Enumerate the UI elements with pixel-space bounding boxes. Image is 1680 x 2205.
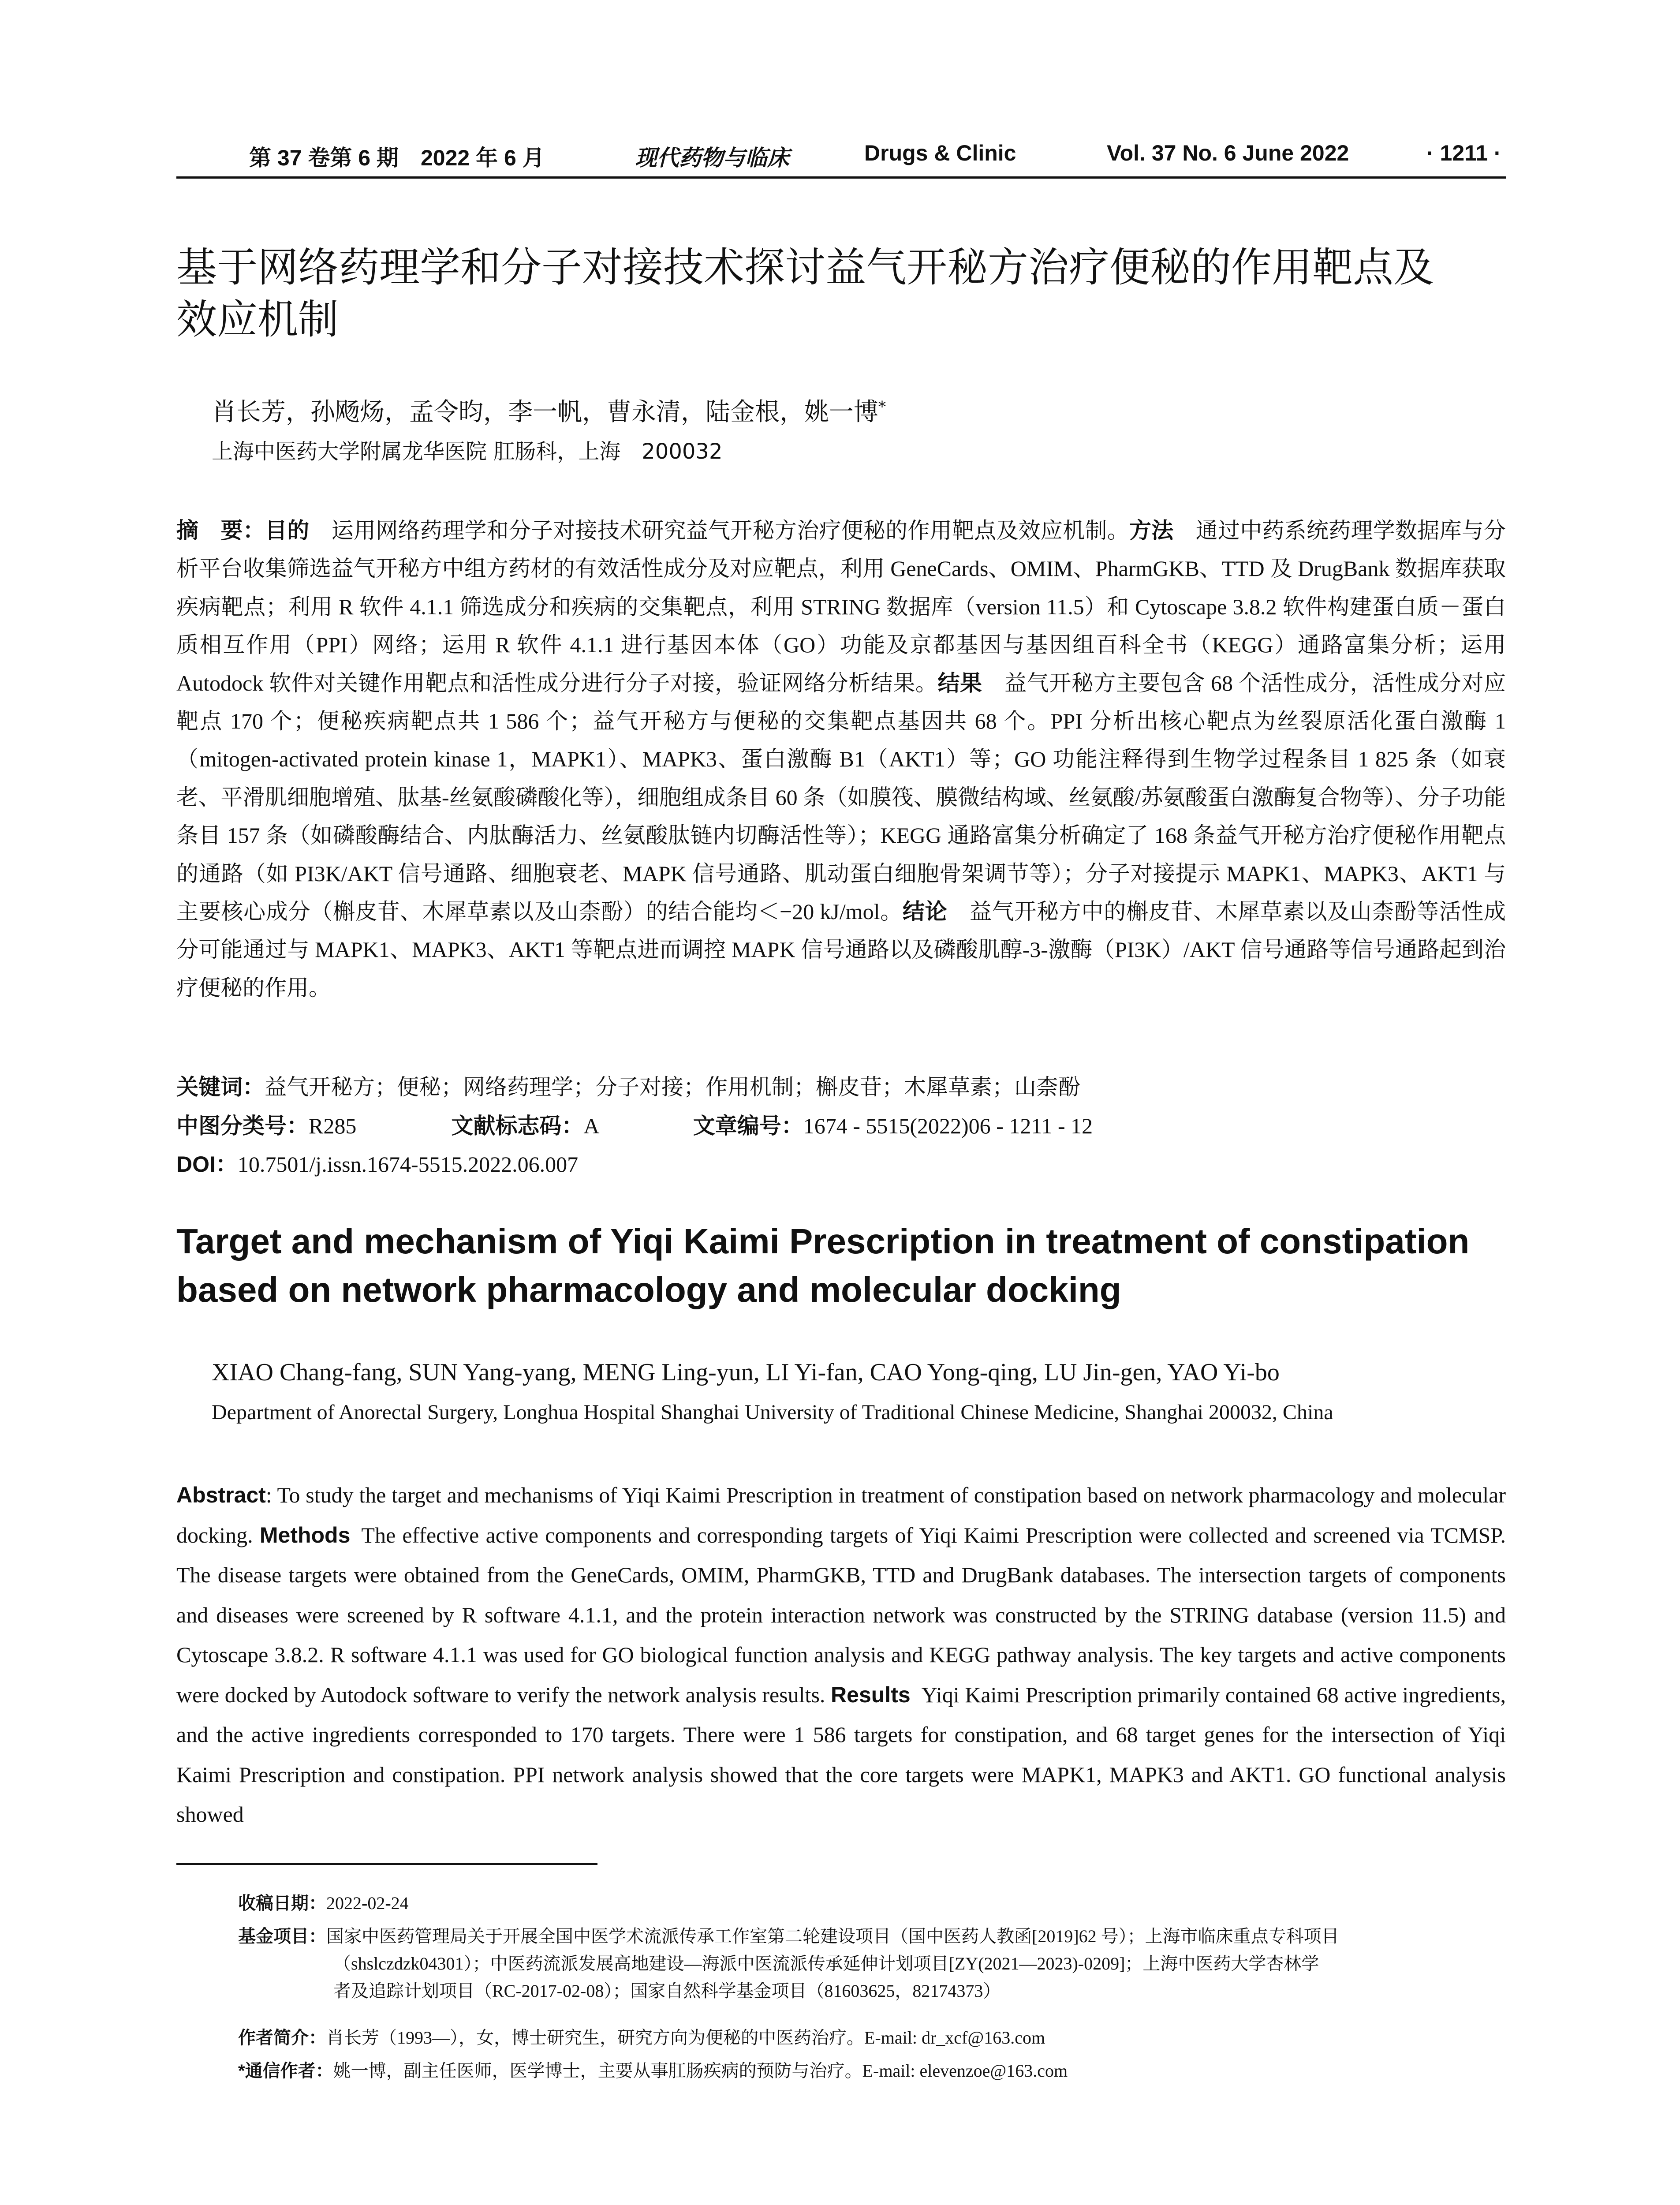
methods-text-cn: 通过中药系统药理学数据库与分析平台收集筛选益气开秘方中组方药材的有效活性成分及对应靶点，利用 GeneCards、OMIM、PharmGKB、TTD 及 DrugBank 数据库获取疾病靶点；利用 R 软件 4.1.1 筛选成分和疾病的交集靶点，利用 STRING 数据库（version 11.5）和 Cytoscape 3.8.2 软件构建蛋白质－蛋白质相互作用（PPI）网络；运用 R 软件 4.1.1 进行基因本体（GO）功能及京都基因与基因组百科全书（KEGG）通路富集分析；运用 Autodock 软件对关键作用靶点和活性成分进行分子对接，验证网络分析结果。 xyxy=(176,518,1506,695)
clc-value: R285 xyxy=(309,1114,357,1138)
objective-text-en: : To study the target and mechanisms of Yiqi Kaimi Prescription in treatment of constipation based on network pharmacology and molecular docking. xyxy=(176,1483,1506,1547)
keywords-cn xyxy=(176,1069,1080,1101)
authors-en: XIAO Chang-fang, SUN Yang-yang, MENG Ling-yun, LI Yi-fan, CAO Yong-qing, LU Jin-gen, YAO Yi-bo xyxy=(212,1359,1280,1386)
authors-cn xyxy=(212,392,886,428)
footnote-author xyxy=(238,2024,1045,2052)
author-bio: 肖长芳（1993—），女，博士研究生，研究方向为便秘的中医药治疗。E-mail: dr_xcf@163.com xyxy=(326,2028,1045,2048)
article-no-value: 1674 - 5515(2022)06 - 1211 - 12 xyxy=(803,1114,1093,1138)
methods-tag-cn: 方法 xyxy=(1129,518,1174,543)
keywords-label: 关键词： xyxy=(176,1075,265,1099)
issue-cn: 第 37 卷第 6 期 2022 年 6 月 xyxy=(249,146,545,170)
correspondence-text: 姚一博，副主任医师，医学博士，主要从事肛肠疾病的预防与治疗。E-mail: elevenzoe@163.com xyxy=(333,2061,1068,2081)
received-date: 2022-02-24 xyxy=(326,1893,409,1913)
affiliation-cn: 上海中医药大学附属龙华医院 肛肠科，上海 200032 xyxy=(212,439,723,464)
correspondence-label: *通信作者： xyxy=(238,2061,333,2081)
affiliation-en: Department of Anorectal Surgery, Longhua Hospital Shanghai University of Traditional Chinese Medicine, Shanghai 200032, China xyxy=(212,1401,1333,1424)
keywords-text: 益气开秘方；便秘；网络药理学；分子对接；作用机制；槲皮苷；木犀草素；山柰酚 xyxy=(265,1075,1080,1099)
received-label: 收稿日期： xyxy=(238,1894,326,1913)
abstract-cn-label: 摘 要： xyxy=(176,518,265,543)
results-tag-cn: 结果 xyxy=(937,670,982,695)
fund-line-1: 国家中医药管理局关于开展全国中医学术流派传承工作室第二轮建设项目（国中医药人教函[2019]62 号）；上海市临床重点专科项目 xyxy=(326,1926,1339,1946)
objective-tag: 目的 xyxy=(265,518,310,543)
title-en-line-2: based on network pharmacology and molecular docking xyxy=(176,1270,1121,1309)
abstract-cn xyxy=(176,512,1506,1007)
page-number: · 1211 · xyxy=(1426,141,1501,165)
results-text-en: Yiqi Kaimi Prescription primarily contained 68 active ingredients, and the active ingredients corresponded to 170 targets. There were 1 586 targets for constipation, and 68 target genes for the intersection of Yiqi Kaimi Prescription and constipation. PPI network analysis showed that the core targets were MAPK1, MAPK3 and AKT1. GO functional analysis showed xyxy=(176,1682,1506,1827)
methods-tag-en: Methods xyxy=(259,1522,351,1547)
fund-line-2: （shslczdzk04301）；中医药流派发展高地建设—海派中医流派传承延伸计划项目[ZY(2021—2023)-0209]；上海中医药大学杏林学 xyxy=(333,1954,1319,1973)
title-en-line-1: Target and mechanism of Yiqi Kaimi Prescription in treatment of constipation xyxy=(176,1222,1470,1261)
issue-en: Vol. 37 No. 6 June 2022 xyxy=(1107,141,1349,165)
doi-label: DOI： xyxy=(176,1152,238,1177)
objective-text: 运用网络药理学和分子对接技术研究益气开秘方治疗便秘的作用靶点及效应机制。 xyxy=(331,518,1129,543)
methods-text-en: The effective active components and corresponding targets of Yiqi Kaimi Prescription were collected and screened via TCMSP. The disease targets were obtained from the GeneCards, OMIM, PharmGKB, TTD and DrugBank databases. The intersection targets of components and diseases were screened by R software 4.1.1, and the protein interaction network was constructed by the STRING database (version 11.5) and Cytoscape 3.8.2. R software 4.1.1 was used for GO biological function analysis and KEGG pathway analysis. The key targets and active components were docked by Autodock software to verify the network analysis results. xyxy=(176,1522,1506,1707)
footnote-received xyxy=(238,1890,409,1917)
footnote-correspondence xyxy=(238,2057,1068,2085)
fund-label: 基金项目： xyxy=(238,1927,326,1946)
clc-label: 中图分类号： xyxy=(176,1114,309,1138)
conclusion-text-cn: 益气开秘方中的槲皮苷、木犀草素以及山柰酚等活性成分可能通过与 MAPK1、MAPK3、AKT1 等靶点进而调控 MAPK 信号通路以及磷酸肌醇-3-激酶（PI3K）/AKT 信号通路等信号通路起到治疗便秘的作用。 xyxy=(176,899,1506,1000)
header-rule xyxy=(176,176,1506,179)
results-tag-en: Results xyxy=(831,1682,911,1707)
doc-code-label: 文献标志码： xyxy=(451,1114,584,1138)
classification-line xyxy=(176,1108,1093,1140)
journal-name-cn: 现代药物与临床 xyxy=(635,145,789,171)
author-bio-label: 作者简介： xyxy=(238,2028,326,2048)
title-cn-line-1: 基于网络药理学和分子对接技术探讨益气开秘方治疗便秘的作用靶点及 xyxy=(176,244,1434,291)
conclusion-tag-cn: 结论 xyxy=(902,899,948,924)
footnote-rule xyxy=(176,1863,597,1865)
corresponding-mark: * xyxy=(878,398,886,416)
fund-line-3: 者及追踪计划项目（RC-2017-02-08）；国家自然科学基金项目（81603625，82174373） xyxy=(333,1981,1001,2001)
doi-value[interactable]: 10.7501/j.issn.1674-5515.2022.06.007 xyxy=(237,1152,579,1177)
authors-cn-names: 肖长芳，孙飏炀，孟令昀，李一帆，曹永清，陆金根，姚一博 xyxy=(212,398,878,426)
doc-code-value: A xyxy=(583,1114,598,1138)
results-text-cn: 益气开秘方主要包含 68 个活性成分，活性成分对应靶点 170 个；便秘疾病靶点共 1 586 个；益气开秘方与便秘的交集靶点基因共 68 个。PPI 分析出核心靶点为丝裂原活化蛋白激酶 1（mitogen-activated protein kinase 1，MAPK1）、MAPK3、蛋白激酶 B1（AKT1）等；GO 功能注释得到生物学过程条目 1 825 条（如衰老、平滑肌细胞增殖、肽基-丝氨酸磷酸化等），细胞组成条目 60 条（如膜筏、膜微结构域、丝氨酸/苏氨酸蛋白激酶复合物等）、分子功能条目 157 条（如磷酸酶结合、内肽酶活力、丝氨酸肽链内切酶活性等）；KEGG 通路富集分析确定了 168 条益气开秘方治疗便秘作用靶点的通路（如 PI3K/AKT 信号通路、细胞衰老、MAPK 信号通路、肌动蛋白细胞骨架调节等）；分子对接提示 MAPK1、MAPK3、AKT1 与主要核心成分（槲皮苷、木犀草素以及山柰酚）的结合能均＜−20 kJ/mol。 xyxy=(176,670,1506,924)
doi-line xyxy=(176,1147,578,1178)
abstract-en xyxy=(176,1475,1506,1835)
footnote-fund xyxy=(238,1923,1508,2005)
running-header xyxy=(176,140,1506,176)
title-en xyxy=(176,1217,1512,1314)
title-cn-line-2: 效应机制 xyxy=(176,296,339,343)
journal-name-en: Drugs & Clinic xyxy=(864,141,1016,165)
abstract-en-label: Abstract xyxy=(176,1483,266,1507)
title-cn xyxy=(176,242,1512,346)
article-no-label: 文章编号： xyxy=(693,1114,803,1138)
